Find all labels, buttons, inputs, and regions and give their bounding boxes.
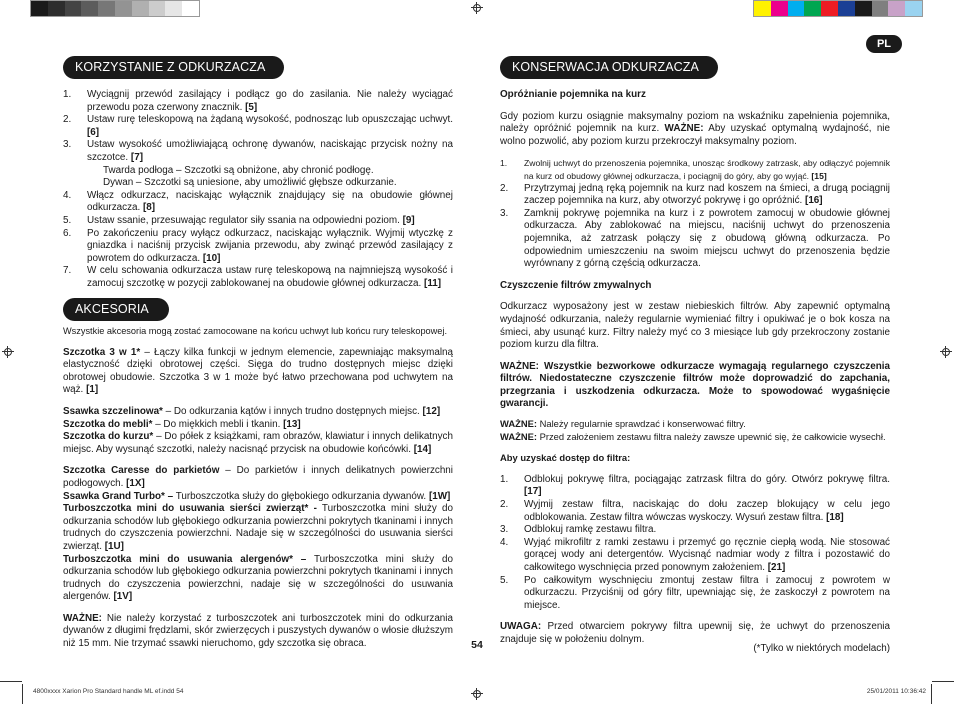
page-number: 54 [471, 639, 483, 651]
color-swatch [771, 1, 788, 16]
crop-mark [932, 681, 954, 682]
list-number: 4. [500, 536, 509, 548]
access-step [500, 524, 890, 537]
crop-mark [931, 684, 932, 704]
crevice-tool: Ssawka szczelinowa* – Do odkurzania kątów i innych trudno dostępnych miejsc. [12] [63, 405, 441, 417]
list-number: 1. [500, 473, 509, 485]
carpet-note: Dywan – Szczotki są uniesione, aby umożliwić głębsze odkurzanie. [103, 177, 397, 189]
list-text: W celu schowania odkurzacza ustaw rurę teleskopową na najmniejszą wysokość i zamocuj szczotkę w pozycji zablokowanej na obudowie głównej odkurzacza. [87, 265, 453, 289]
figure-ref: [9] [402, 214, 415, 226]
list-text: Odblokuj ramkę zestawu filtra. [524, 524, 657, 536]
list-text: Ustaw rurę teleskopową na żądaną wysokość, podnosząc lub opuszczając uchwyt. [87, 114, 453, 126]
list-text: Zwolnij uchwyt do przenoszenia pojemnika, unosząc środkowy zatrzask, aby odłączyć pojemnik na kurz od obudowy głównej odkurzacza, i pociągnij do góry, aby go wyjąć. [524, 158, 890, 181]
usage-step [63, 215, 453, 228]
list-text: Włącz odkurzacz, naciskając wyłącznik znajdujący się na obudowie głównej odkurzacza. [87, 189, 453, 214]
filters-title: Czyszczenie filtrów zmywalnych [500, 279, 652, 291]
list-number: 3. [63, 139, 72, 151]
list-text: Wyjąć mikrofiltr z ramki zestawu i przemyć go ręcznie ciepłą wodą. Nie stosować gorącej wody ani detergentów. Wycisnąć nadmiar wody z filtra i pozostawić do całkowitego wyschnięcia przed ponownym założeniem. [524, 536, 890, 573]
list-text: Po całkowitym wyschnięciu zmontuj zestaw filtra i zamocuj z powrotem w odkurzaczu. Przyciśnij od góry filtr, upewniając się, że zaskoczył z powrotem na miejsce. [524, 574, 890, 611]
filters-note-1: WAŻNE: Należy regularnie sprawdzać i konserwować filtry. [500, 418, 746, 430]
access-step [500, 537, 890, 575]
filters-intro: Odkurzacz wyposażony jest w zestaw niebieskich filtrów. Aby zapewnić optymalną wydajność odkurzania, należy regularnie wymieniać filtry i opukiwać je o bok kosza na śmieci, aby usunąć kurz. Filtry należy myć co 3 miesiące lub gdy przekroczony zostanie poziom kurzu dla filtra. [500, 301, 890, 351]
usage-step [63, 114, 453, 139]
registration-mark-right-icon [940, 346, 952, 358]
figure-ref: [21] [767, 562, 786, 573]
allergen-turbo: Turboszczotka mini do usuwania alergenów* – Turboszczotka mini służy do odkurzania schodów lub głębokiego odkurzania powierzchni pokrytych tkaninami i innych trudnych do czyszczenia powierzchni, nadaje się w szczególności do usuwania alergenów. [1V] [63, 553, 454, 603]
crop-mark [0, 681, 22, 682]
access-title: Aby uzyskać dostęp do filtra: [500, 452, 631, 464]
list-number: 3. [500, 207, 509, 219]
color-swatch [821, 1, 838, 16]
empty-title: Opróżnianie pojemnika na kurz [500, 89, 646, 100]
access-step [500, 474, 890, 499]
footer-date-info: 25/01/2011 10:36:42 [866, 688, 926, 695]
list-number: 1. [500, 158, 508, 169]
usage-step [63, 139, 453, 164]
access-step [500, 575, 890, 613]
accessories-intro: Wszystkie akcesoria mogą zostać zamocowane na końcu uchwyt lub końcu rury teleskopowej. [63, 326, 448, 336]
filters-warning: WAŻNE: Wszystkie bezworkowe odkurzacze wymagają regularnego czyszczenia filtrów. Niedostateczne czyszczenie filtrów może doprowadzić do zapchania, przegrzania i uszkodzenia odkurzacza. Może to spowodować wygaśnięcie gwarancji. [500, 360, 890, 410]
list-text: Po zakończeniu pracy wyłącz odkurzacz, naciskając wyłącznik. Wyjmij wtyczkę z gniazdka i naciśnij przycisk zwijania przewodu, aby zwinąć przewód zasilający z powrotem do odkurzacza. [87, 227, 453, 264]
list-text: Ustaw ssanie, przesuwając regulator siły ssania na odpowiedni poziom. [87, 214, 400, 226]
figure-ref: [17] [524, 486, 542, 498]
list-number: 6. [63, 227, 72, 239]
list-text: Odblokuj pokrywę filtra, pociągając zatrzask filtra do góry. Otwórz pokrywę filtra. [524, 473, 890, 485]
access-step [500, 499, 890, 524]
grand-turbo: Ssawka Grand Turbo* – Turboszczotka służy do głębokiego odkurzania dywanów. [1W] [63, 490, 451, 502]
figure-ref: [5] [245, 101, 258, 113]
registration-mark-top-icon [471, 2, 483, 14]
accessories-text [63, 325, 453, 651]
color-swatch [754, 1, 771, 16]
figure-ref: [11] [424, 277, 442, 289]
figure-ref: [18] [826, 511, 844, 523]
process-color-bar [753, 0, 923, 17]
furniture-brush: Szczotka do mebli* – Do miękkich mebli i tkanin. [13] [63, 418, 301, 430]
color-swatch [804, 1, 821, 16]
empty-step [500, 183, 890, 208]
usage-step [63, 190, 453, 215]
list-number: 2. [63, 114, 72, 126]
registration-mark-left-icon [2, 346, 14, 358]
empty-step [500, 208, 890, 271]
turbo-warning: WAŻNE: Nie należy korzystać z turboszczotek ani turboszczotek mini do odkurzania dywanów z długimi frędzlami, skór zwierzęcych i puszystych dywanów o włosie dłuższym niż 15 mm. Nie trzymać ssawki nieruchomo, gdy szczotka się obraca. [63, 612, 453, 650]
color-swatch [81, 1, 98, 16]
language-badge: PL [866, 35, 902, 53]
empty-step [500, 157, 890, 182]
figure-ref: [7] [130, 151, 143, 163]
list-number: 2. [500, 182, 509, 194]
color-swatch [98, 1, 115, 16]
list-number: 1. [63, 89, 72, 100]
section-title-usage: KORZYSTANIE Z ODKURZACZA [63, 56, 284, 79]
pet-turbo: Turboszczotka mini do usuwania sierści zwierząt* - Turboszczotka mini służy do odkurzania schodów lub głębokiego odkurzania powierzchni pokrytych tkaninami i innych trudnych do czyszczenia powierzchni. Nadaje się w szczególności do usuwania sierści zwierząt. [1U] [63, 503, 453, 552]
usage-step [63, 228, 453, 266]
list-text: Przytrzymaj jedną ręką pojemnik na kurz nad koszem na śmieci, a drugą pociągnij zaczep pojemnika na kurz, aby otworzyć pokrywę i go opróżnić. [524, 182, 890, 207]
figure-ref: [6] [87, 126, 100, 138]
color-swatch [65, 1, 82, 16]
usage-step [63, 89, 453, 114]
figure-ref: [8] [143, 202, 156, 214]
figure-ref: [15] [811, 170, 827, 181]
list-number: 4. [63, 189, 72, 201]
list-number: 5. [500, 574, 509, 586]
color-swatch [31, 1, 48, 16]
caresse-brush: Szczotka Caresse do parkietów – Do parkietów i innych delikatnych powierzchni podłogowych. [1X] [63, 465, 453, 489]
figure-ref: [16] [805, 195, 823, 207]
color-swatch [48, 1, 65, 16]
list-text: Zamknij pokrywę pojemnika na kurz i z powrotem zamocuj w obudowie głównej odkurzacza. Aby zablokować na miejscu, naciśnij uchwyt do przenoszenia pojemnika, aż zatrzask połączy się z obudową główną odkurzacza. Po odpowiednim umieszczeniu na swoim miejscu uchwyt do przenoszenia będzie wyrównany z górną częścią odkurzacza. [524, 207, 890, 270]
brush-3in1: Szczotka 3 w 1* – Łączy kilka funkcji w jednym elemencie, zapewniając maksymalną elastyczność dzięki obrotowej części. Sięga do trudno dostępnych miejsc dzięki obrotowej obudowie. Szczotka 3 w 1 może być łatwo przechowana pod uchwytem na wąż. [1] [63, 346, 454, 396]
registration-mark-bottom-icon [471, 688, 483, 700]
gray-color-bar [30, 0, 200, 17]
section-title-maintenance: KONSERWACJA ODKURZACZA [500, 56, 718, 79]
color-swatch [132, 1, 149, 16]
list-text: Wyjmij zestaw filtra, naciskając do dołu zaczep blokujący w celu jego odblokowania. Zestaw filtra wówczas wyskoczy. Wysuń zestaw filtra. [524, 499, 890, 523]
empty-intro: Gdy poziom kurzu osiągnie maksymalny poziom na wskaźniku zapełnienia pojemnika, należy opróżnić pojemnik na kurz. WAŻNE: Aby uzyskać optymalną wydajność, nie wolno pozwolić, aby poziom kurzu przekroczył maksymalny poziom. [500, 110, 890, 147]
list-text: Ustaw wysokość umożliwiającą ochronę dywanów, naciskając przycisk nożny na szczotce. [87, 139, 453, 163]
maintenance-text [500, 89, 890, 647]
filters-note-2: WAŻNE: Przed założeniem zestawu filtra należy zawsze upewnić się, że całkowicie wysechł. [500, 430, 886, 442]
footer-file-info: 4800xxxx Xarion Pro Standard handle ML ef.indd 54 [33, 688, 184, 695]
usage-instructions [63, 89, 453, 291]
list-text: Wyciągnij przewód zasilający i podłącz go do zasilania. Nie należy wyciągać przewodu poza czerwony znacznik. [87, 89, 453, 113]
color-swatch [149, 1, 166, 16]
usage-step [63, 265, 453, 290]
section-title-accessories: AKCESORIA [63, 298, 169, 321]
color-swatch [872, 1, 889, 16]
color-swatch [788, 1, 805, 16]
color-swatch [165, 1, 182, 16]
models-note: (*Tylko w niektórych modelach) [753, 643, 890, 654]
color-swatch [905, 1, 922, 16]
list-number: 7. [63, 265, 72, 277]
dust-brush: Szczotka do kurzu* – Do półek z książkami, ram obrazów, klawiatur i innych delikatnych miejsc. Aby wysunąć szczotki, należy nacisnąć przycisk na obudowie końcówki. [14] [63, 431, 453, 455]
color-swatch [115, 1, 132, 16]
color-swatch [182, 1, 199, 16]
hard-floor-note: Twarda podłoga – Szczotki są obniżone, aby chronić podłogę. [103, 164, 374, 176]
list-number: 3. [500, 524, 509, 536]
figure-ref: [10] [202, 252, 221, 264]
color-swatch [855, 1, 872, 16]
crop-mark [22, 684, 23, 704]
color-swatch [838, 1, 855, 16]
list-number: 2. [500, 499, 509, 511]
color-swatch [888, 1, 905, 16]
caution-note: UWAGA: Przed otwarciem pokrywy filtra upewnij się, że uchwyt do przenoszenia znajduje się w położeniu dolnym. [500, 621, 890, 645]
list-number: 5. [63, 214, 72, 226]
